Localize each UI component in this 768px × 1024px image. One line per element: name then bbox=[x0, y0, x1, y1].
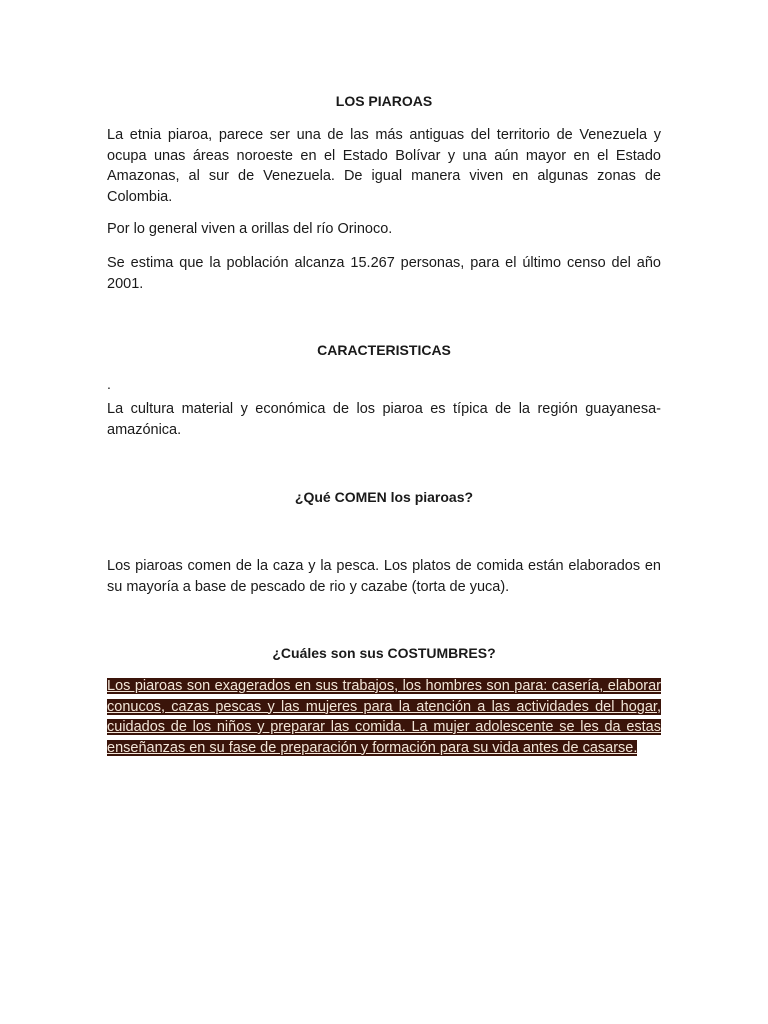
intro-paragraph-2: Por lo general viven a orillas del río Orinoco. bbox=[107, 221, 393, 237]
intro-paragraph-1: La etnia piaroa, parece ser una de las más antiguas del territorio de Venezuela y ocupa unas áreas noroeste en el Estado Bolívar y una aún mayor en el Estado Amazonas, al sur de Venezuela. De igual manera viven en algunas zonas de Colombia. bbox=[107, 127, 661, 205]
characteristics-bullet: . bbox=[107, 376, 111, 392]
characteristics-heading: CARACTERISTICAS bbox=[317, 342, 451, 358]
food-heading: ¿Qué COMEN los piaroas? bbox=[294, 489, 474, 505]
customs-paragraph bbox=[107, 676, 661, 758]
characteristics-paragraph: La cultura material y económica de los piaroa es típica de la región guayanesa-amazónica. bbox=[107, 401, 661, 438]
intro-paragraph-3: Se estima que la población alcanza 15.267 personas, para el último censo del año 2001. bbox=[107, 255, 661, 292]
document-title: LOS PIAROAS bbox=[335, 93, 433, 109]
customs-highlighted-text: Los piaroas son exagerados en sus trabajos, los hombres son para: casería, elaborar conucos, cazas pescas y las mujeres para la atención a las actividades del hogar, cuidados de los niños y preparar las comida. La mujer adolescente se les da estas enseñanzas en su fase de preparación y formación para su vida antes de casarse. bbox=[107, 678, 661, 756]
food-paragraph: Los piaroas comen de la caza y la pesca. Los platos de comida están elaborados en su mayoría a base de pescado de rio y cazabe (torta de yuca). bbox=[107, 558, 661, 595]
customs-heading: ¿Cuáles son sus COSTUMBRES? bbox=[272, 645, 496, 661]
